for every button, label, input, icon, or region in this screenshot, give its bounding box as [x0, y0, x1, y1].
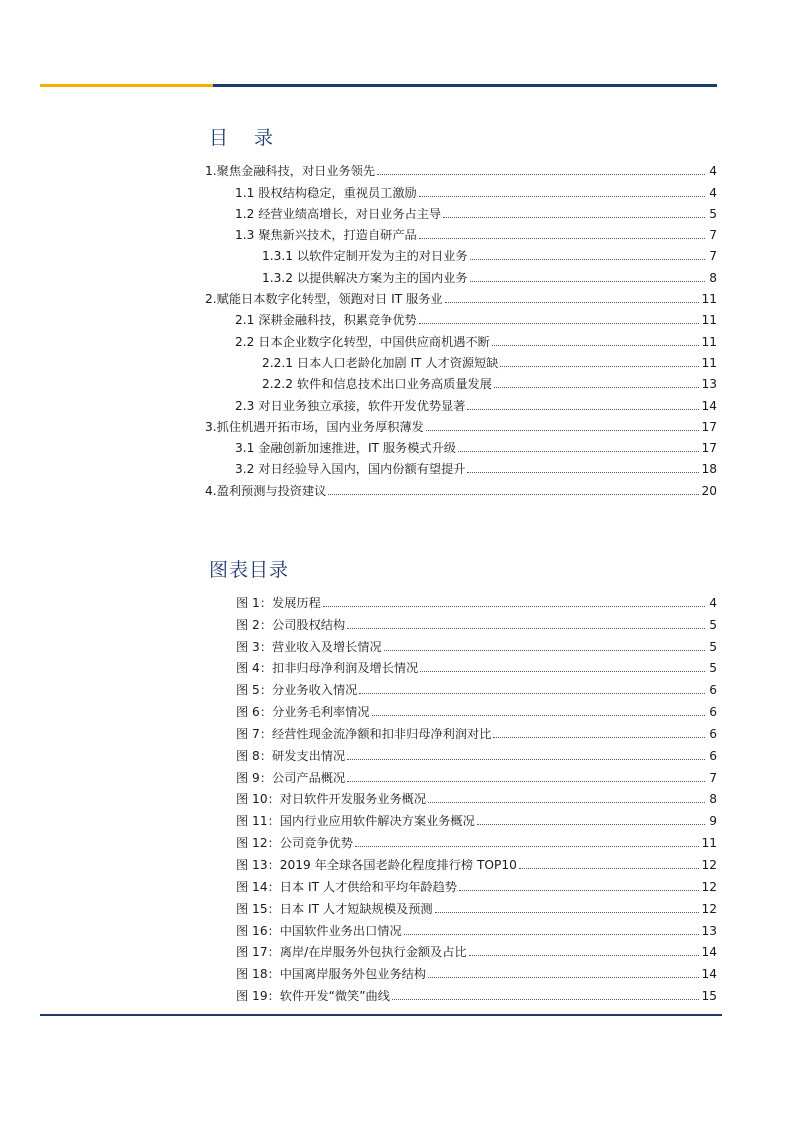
- figure-entry-title: 图 13：2019 年全球各国老龄化程度排行榜 TOP10: [236, 857, 517, 872]
- dot-leader: [467, 409, 699, 410]
- figure-entry-page: 15: [701, 989, 717, 1004]
- toc-entry[interactable]: [205, 434, 717, 455]
- toc-entry-page: 20: [701, 483, 717, 498]
- figure-entry-title: 图 7：经营性现金流净额和扣非归母净利润对比: [236, 726, 492, 741]
- toc-entry[interactable]: [205, 455, 717, 476]
- figure-entry-title: 图 16：中国软件业务出口情况: [236, 923, 402, 938]
- toc-entry[interactable]: [205, 285, 717, 306]
- dot-leader: [519, 868, 700, 869]
- figure-list: [236, 588, 717, 1003]
- toc-entry-page: 8: [709, 270, 717, 285]
- toc-entry[interactable]: [205, 476, 717, 497]
- figure-entry-page: 5: [709, 617, 717, 632]
- figure-entry[interactable]: [236, 654, 717, 676]
- figure-entry-page: 14: [701, 967, 717, 982]
- toc-entry[interactable]: [205, 263, 717, 284]
- toc-entry-title: 2.2 日本企业数字化转型，中国供应商机遇不断: [235, 334, 490, 349]
- figure-entry[interactable]: [236, 610, 717, 632]
- dot-leader: [377, 174, 705, 175]
- toc-title: 目 录: [209, 127, 284, 149]
- dot-leader: [470, 281, 705, 282]
- toc-entry[interactable]: [205, 157, 717, 178]
- toc-entry-page: 11: [701, 292, 717, 307]
- toc-entry[interactable]: [205, 178, 717, 199]
- figure-entry[interactable]: [236, 828, 717, 850]
- figure-entry-title: 图 14：日本 IT 人才供给和平均年龄趋势: [236, 879, 457, 894]
- figure-entry[interactable]: [236, 588, 717, 610]
- figure-entry-page: 6: [709, 683, 717, 698]
- figure-entry[interactable]: [236, 938, 717, 960]
- figure-entry-title: 图 5：分业务收入情况: [236, 683, 358, 698]
- toc-entry[interactable]: [205, 306, 717, 327]
- dot-leader: [445, 302, 700, 303]
- figure-entry[interactable]: [236, 916, 717, 938]
- dot-leader: [359, 693, 705, 694]
- toc-entry-title: 3.抓住机遇开拓市场，国内业务厚积薄发: [205, 419, 424, 434]
- figure-entry-page: 6: [709, 748, 717, 763]
- dot-leader: [384, 650, 705, 651]
- figure-entry-page: 11: [701, 836, 717, 851]
- figure-entry[interactable]: [236, 741, 717, 763]
- dot-leader: [419, 196, 705, 197]
- toc-entry[interactable]: [205, 370, 717, 391]
- figure-entry-title: 图 12：公司竞争优势: [236, 836, 353, 851]
- toc-entry-title: 1.1 股权结构稳定，重视员工激励: [235, 185, 417, 200]
- dot-leader: [347, 628, 705, 629]
- figure-entry[interactable]: [236, 632, 717, 654]
- figure-entry-title: 图 15：日本 IT 人才短缺规模及预测: [236, 901, 433, 916]
- dot-leader: [372, 715, 705, 716]
- toc-entry-page: 13: [701, 377, 717, 392]
- figure-entry-page: 5: [709, 639, 717, 654]
- dot-leader: [494, 387, 700, 388]
- figure-entry-title: 图 18：中国离岸服务外包业务结构: [236, 967, 427, 982]
- dot-leader: [477, 824, 705, 825]
- dot-leader: [467, 472, 699, 473]
- dot-leader: [428, 802, 705, 803]
- figure-entry[interactable]: [236, 981, 717, 1003]
- figure-entry[interactable]: [236, 719, 717, 741]
- toc-entry-page: 17: [701, 441, 717, 456]
- figure-entry-title: 图 11：国内行业应用软件解决方案业务概况: [236, 814, 475, 829]
- figure-entry-title: 图 2：公司股权结构: [236, 617, 346, 632]
- figure-entry[interactable]: [236, 850, 717, 872]
- toc-entry-page: 11: [701, 355, 717, 370]
- dot-leader: [355, 846, 700, 847]
- toc-entry-page: 11: [701, 313, 717, 328]
- toc-list: [205, 157, 717, 498]
- header-rule-navy: [213, 84, 717, 87]
- toc-entry-title: 1.3.1 以软件定制开发为主的对日业务: [262, 249, 468, 264]
- figure-entry[interactable]: [236, 697, 717, 719]
- figure-entry[interactable]: [236, 785, 717, 807]
- footer-rule: [40, 1014, 722, 1016]
- dot-leader: [470, 259, 705, 260]
- dot-leader: [347, 781, 705, 782]
- dot-leader: [426, 430, 700, 431]
- toc-entry-page: 14: [701, 398, 717, 413]
- toc-entry-title: 4.盈利预测与投资建议: [205, 483, 327, 498]
- dot-leader: [492, 345, 700, 346]
- figure-entry-title: 图 17：离岸/在岸服务外包执行金额及占比: [236, 945, 467, 960]
- toc-entry-page: 17: [701, 419, 717, 434]
- figure-entry-page: 14: [701, 945, 717, 960]
- figure-entry[interactable]: [236, 959, 717, 981]
- toc-entry-page: 5: [709, 206, 717, 221]
- dot-leader: [435, 912, 700, 913]
- toc-entry-page: 4: [709, 185, 717, 200]
- figure-entry-page: 6: [709, 726, 717, 741]
- toc-entry-title: 2.赋能日本数字化转型，领跑对日 IT 服务业: [205, 292, 443, 307]
- dot-leader: [458, 451, 700, 452]
- figure-entry[interactable]: [236, 894, 717, 916]
- dot-leader: [323, 606, 705, 607]
- figure-list-title: 图表目录: [209, 559, 290, 581]
- toc-entry[interactable]: [205, 221, 717, 242]
- toc-entry-page: 7: [709, 228, 717, 243]
- toc-entry[interactable]: [205, 242, 717, 263]
- figure-entry-page: 13: [701, 923, 717, 938]
- figure-entry[interactable]: [236, 675, 717, 697]
- figure-entry-page: 4: [709, 595, 717, 610]
- dot-leader: [420, 671, 705, 672]
- figure-entry-page: 5: [709, 661, 717, 676]
- toc-entry-title: 3.2 对日经验导入国内，国内份额有望提升: [235, 462, 466, 477]
- toc-entry[interactable]: [205, 391, 717, 412]
- toc-entry[interactable]: [205, 349, 717, 370]
- toc-entry[interactable]: [205, 413, 717, 434]
- toc-entry-title: 2.2.1 日本人口老龄化加剧 IT 人才资源短缺: [262, 355, 499, 370]
- dot-leader: [404, 934, 700, 935]
- figure-entry-title: 图 10：对日软件开发服务业务概况: [236, 792, 427, 807]
- figure-entry-title: 图 9：公司产品概况: [236, 770, 346, 785]
- toc-entry-page: 7: [709, 249, 717, 264]
- figure-entry-title: 图 19：软件开发“微笑”曲线: [236, 989, 390, 1004]
- dot-leader: [428, 977, 699, 978]
- figure-entry-page: 9: [709, 814, 717, 829]
- dot-leader: [419, 238, 705, 239]
- figure-entry-page: 12: [701, 879, 717, 894]
- figure-entry-page: 12: [701, 901, 717, 916]
- header-rule-gold: [40, 84, 213, 87]
- toc-entry-page: 11: [701, 334, 717, 349]
- toc-entry[interactable]: [205, 200, 717, 221]
- toc-entry-title: 1.3.2 以提供解决方案为主的国内业务: [262, 270, 468, 285]
- toc-entry[interactable]: [205, 327, 717, 348]
- figure-entry-page: 8: [709, 792, 717, 807]
- figure-entry-title: 图 8：研发支出情况: [236, 748, 346, 763]
- figure-entry-title: 图 1：发展历程: [236, 595, 321, 610]
- figure-entry-title: 图 3：营业收入及增长情况: [236, 639, 382, 654]
- toc-entry-title: 2.1 深耕金融科技，积累竞争优势: [235, 313, 417, 328]
- figure-entry-title: 图 4：扣非归母净利润及增长情况: [236, 661, 419, 676]
- dot-leader: [419, 323, 700, 324]
- toc-entry-page: 18: [701, 462, 717, 477]
- figure-entry-title: 图 6：分业务毛利率情况: [236, 705, 370, 720]
- figure-entry-page: 7: [709, 770, 717, 785]
- dot-leader: [392, 999, 700, 1000]
- toc-entry-title: 2.2.2 软件和信息技术出口业务高质量发展: [262, 377, 492, 392]
- toc-entry-title: 3.1 金融创新加速推进，IT 服务模式升级: [235, 441, 456, 456]
- dot-leader: [328, 494, 699, 495]
- figure-entry[interactable]: [236, 763, 717, 785]
- dot-leader: [493, 737, 705, 738]
- toc-entry-title: 1.聚焦金融科技，对日业务领先: [205, 164, 376, 179]
- dot-leader: [443, 217, 705, 218]
- dot-leader: [459, 890, 700, 891]
- toc-entry-title: 1.2 经营业绩高增长，对日业务占主导: [235, 206, 442, 221]
- toc-entry-title: 1.3 聚焦新兴技术，打造自研产品: [235, 228, 417, 243]
- figure-entry-page: 12: [701, 857, 717, 872]
- dot-leader: [500, 366, 699, 367]
- toc-entry-title: 2.3 对日业务独立承接，软件开发优势显著: [235, 398, 466, 413]
- figure-entry[interactable]: [236, 806, 717, 828]
- dot-leader: [469, 955, 700, 956]
- toc-entry-page: 4: [709, 164, 717, 179]
- dot-leader: [347, 759, 705, 760]
- figure-entry[interactable]: [236, 872, 717, 894]
- figure-entry-page: 6: [709, 705, 717, 720]
